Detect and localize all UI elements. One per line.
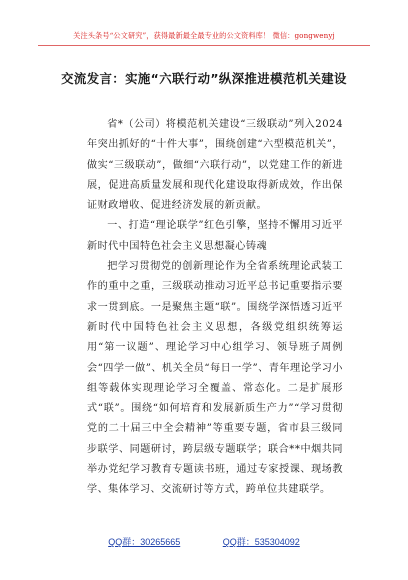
qq-group-link-2[interactable]: QQ群：535304092 [222, 537, 300, 547]
header-banner-text: 关注头条号“公文研究”，获得最新最全最专业的公文资料库！ 微信：gongwenyj [73, 31, 335, 40]
body-paragraph: 把学习贯彻党的创新理论作为全省系统理论武装工作的重中之重，三级联动推动习近平总书记重要指示要求一贯到底。一是聚焦主题“联”。围绕学深悟透习近平新时代中国特色社会主义思想，各级党组织统筹运用“第一议题”、理论学习中心组学习、领导班子周例会“四学一做”、机关全员“每日一学”、青年理论学习小组等载体实现理论学习全覆盖、常态化。二是扩展形式“联”。围绕“如何培育和发展新质生产力”“学习贯彻党的二十届三中全会精神”等重要专题，省市县三级同步联学、同题研讨，跨层级专题联学；联合**中烟共同举办党纪学习教育专题读书班，通过专家授课、现场教学、集体学习、交流研讨等方式，跨单位共建联学。 [87, 261, 343, 496]
document-title: 交流发言：实施“六联行动”纵深推进模范机关建设 [61, 71, 347, 86]
footer-contact [0, 535, 408, 548]
section-heading-paragraph: 一、打造“理论联学”红色引擎，坚持不懈用习近平新时代中国特色社会主义思想凝心铸魂 [87, 220, 343, 252]
qq-group-link-1[interactable]: QQ群：30265665 [108, 537, 181, 547]
intro-paragraph: 省*（公司）将模范机关建设“三级联动”列入2024年突出抓好的“十件大事”，围绕创建“六型模范机关”，做实“三级联动”，做细“六联行动”，以党建工作的新进展，促进高质量发展和现代化建设取得新成效，作出保证财政增收、促进经济发展的新贡献。 [87, 119, 343, 212]
document-body [87, 115, 343, 501]
header-divider [38, 45, 370, 46]
header-banner [0, 0, 408, 60]
